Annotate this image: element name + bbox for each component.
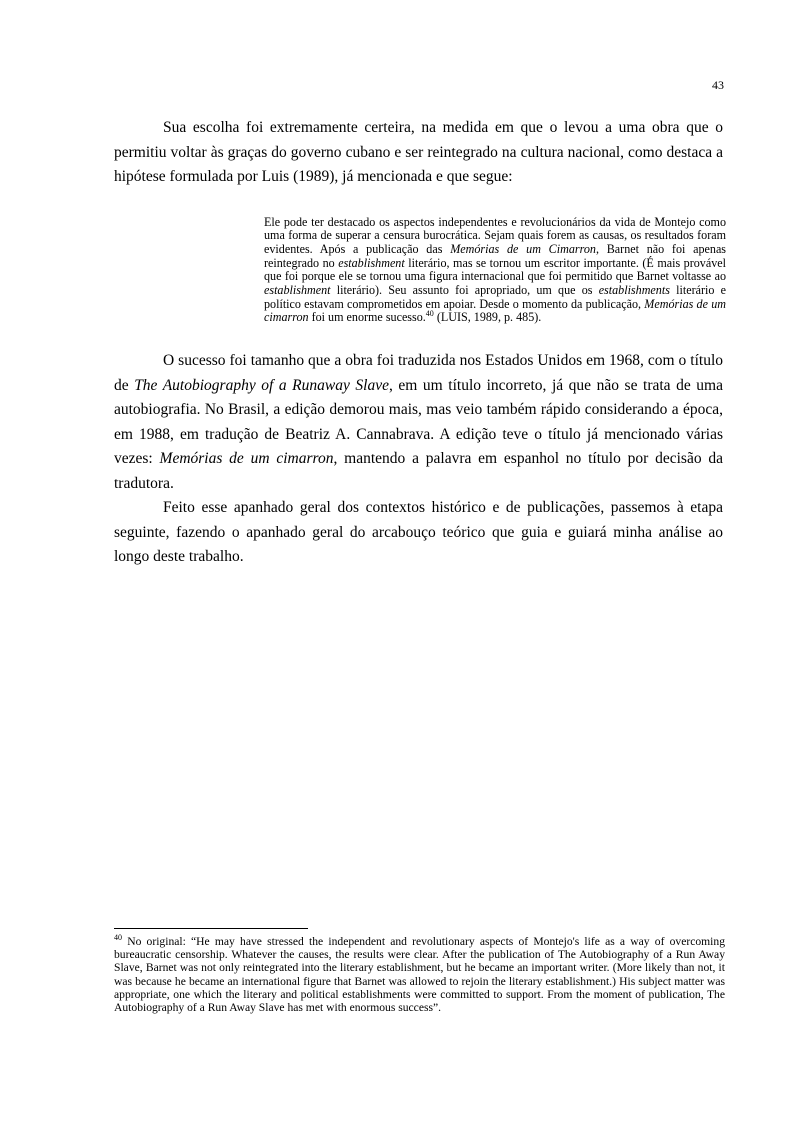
quote-title-1: Memórias de um Cimarron: [450, 241, 596, 256]
block-quote-text: Ele pode ter destacado os aspectos independentes e revolucionários da vida de Montejo como uma forma de superar a censura burocrática. Sejam quais forem as causas, os resultados foram evidentes. Após a publicação das Memórias de um Cimarron, Barnet não foi apenas reintegrado no establishment literário, mas se tornou um escritor importante. (É mais provável que foi porque ele se tornou uma figura internacional que foi permitido que Barnet voltasse ao establishment literário). Seu assunto foi apropriado, um que os establishments literário e político estavam comprometidos em apoiar. Desde o momento da publicação, Memórias de um cimarron foi um enorme sucesso.$^{40}$ (LUIS, 1989, p. 485).: [264, 214, 727, 325]
footnote-divider: [114, 928, 308, 929]
footnote: [114, 935, 725, 1014]
quote-term-3: establishments: [598, 283, 670, 298]
book-title-portuguese: Memórias de um cimarron: [159, 450, 334, 468]
body-text: [114, 116, 727, 570]
paragraph-3: Feito esse apanhado geral dos contextos histórico e de publicações, passemos à etapa seguinte, fazendo o apanhado geral do arcabouço teórico que guia e guiará minha análise ao longo deste trabalho.: [114, 499, 723, 566]
quote-term-1: establishment: [338, 255, 405, 270]
paragraph-1: Sua escolha foi extremamente certeira, na medida em que o levou a uma obra que o permitiu voltar às graças do governo cubano e ser reintegrado na cultura nacional, como destaca a hipótese formulada por Luis (1989), já mencionada e que segue:: [114, 119, 723, 185]
quote-title-2: Memórias de um cimarron: [264, 296, 726, 325]
footnote-reference: 40: [425, 309, 434, 319]
page-number: 43: [712, 78, 724, 92]
footnote-text: $^{40}$ No original: “He may have stressed the independent and revolutionary aspects of Montejo's life as a way of overcoming bureaucratic censorship. Whatever the causes, the results were clear. After the publication of The Autobiography of a Run Away Slave, Barnet was not only reintegrated into the literary establishment, but he became an important writer. (More likely than not, it was because he became an international figure that Barnet was allowed to rejoin the literary establishment.) His subject matter was appropriate, one which the literary and political establishments were committed to support. From the moment of publication, The Autobiography of a Run Away Slave has met with enormous success”.: [114, 933, 725, 1015]
quote-citation: (LUIS, 1989, p. 485).: [433, 310, 542, 325]
paragraph-2: O sucesso foi tamanho que a obra foi traduzida nos Estados Unidos em 1968, com o título de The Autobiography of a Runaway Slave, em um título incorreto, já que não se trata de uma autobiografia. No Brasil, a edição demorou mais, mas veio também rápido considerando a época, em 1988, em tradução de Beatriz A. Cannabrava. A edição teve o título já mencionado várias vezes: Memórias de um cimarron, mantendo a palavra em espanhol no título por decisão da tradutora.: [114, 352, 723, 492]
footnote-number: 40: [114, 933, 122, 943]
block-quote: [264, 216, 726, 326]
book-title-english: The Autobiography of a Runaway Slave: [134, 376, 389, 394]
quote-term-2: establishment: [264, 283, 331, 298]
